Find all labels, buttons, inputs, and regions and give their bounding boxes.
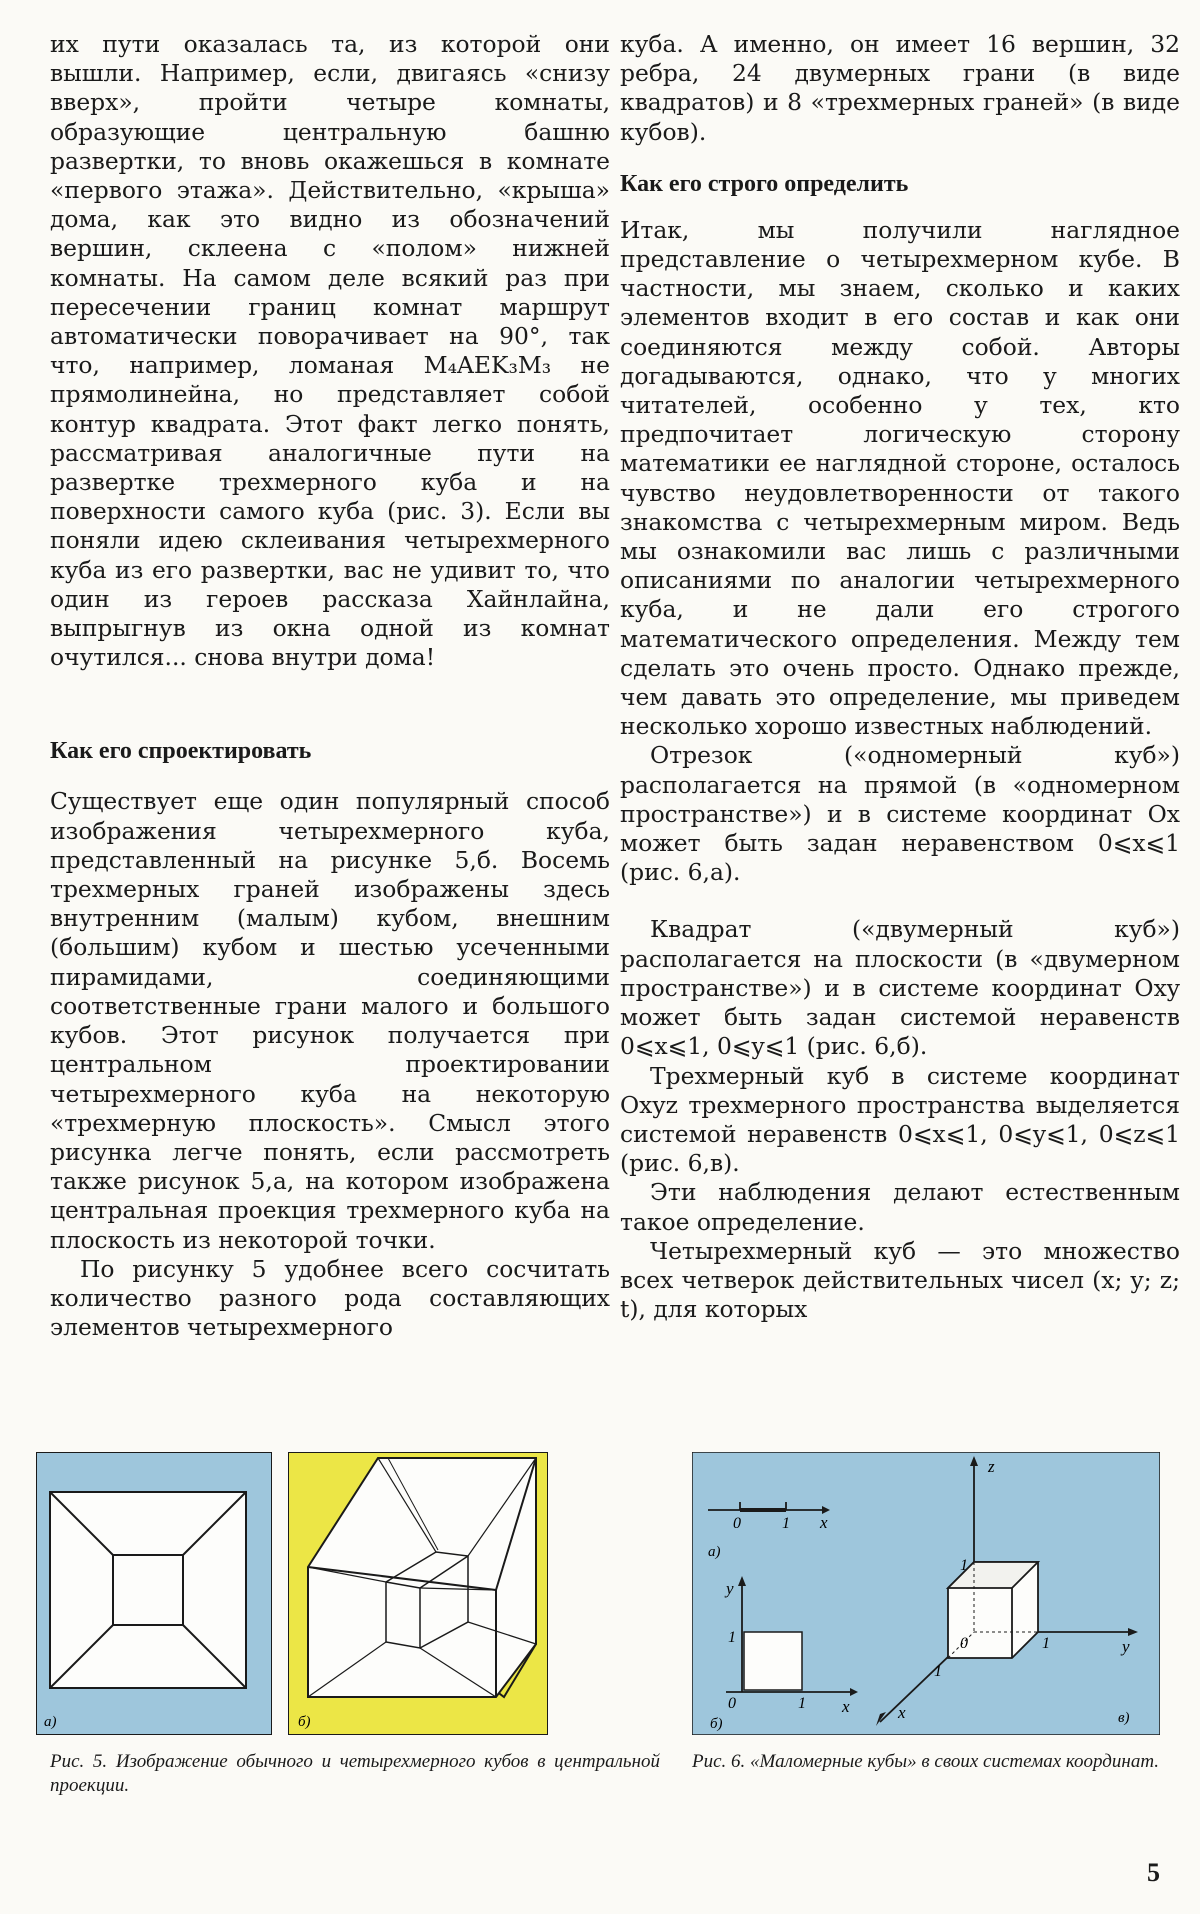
- right-paragraph-4: Квадрат («двумерный куб») располагается на плоскости (в «двумерном пространстве») и в системе координат Oxy может быть задан системой неравенств 0⩽x⩽1, 0⩽y⩽1 (рис. 6,б).: [620, 915, 1180, 1061]
- fig6b-tick-y1: 1: [728, 1629, 736, 1646]
- fig6c-tick-0: 0: [960, 1635, 968, 1652]
- fig6b-axis-y: y: [726, 1579, 734, 1598]
- fig6b-tick-0: 0: [728, 1695, 736, 1712]
- left-paragraph-2: Существует еще один популярный способ изображения четырехмерного куба, представленный на рисунке 5,б. Восемь трехмерных граней изображены здесь внутренним (малым) кубом, внешним (большим) кубом и шестью усеченными пирамидами, соединяющими соответственные грани малого и большого кубов. Этот рисунок получается при центральном проектировании четырехмерного куба на некоторую «трехмерную плоскость». Смысл этого рисунка легче понять, если рассмотреть также рисунок 5,а, на котором изображена центральная проекция трехмерного куба на плоскость из некоторой точки.: [50, 787, 610, 1254]
- fig6b-tick-x1: 1: [798, 1695, 806, 1712]
- fig6a-label: а): [708, 1544, 721, 1560]
- fig6c-axis-y: y: [1122, 1637, 1130, 1656]
- fig6c-label: в): [1118, 1710, 1130, 1726]
- fig6a-tick-1: 1: [782, 1515, 790, 1532]
- page-number: 5: [1147, 1858, 1160, 1887]
- figure-5b-label: б): [298, 1714, 311, 1730]
- heading-projection: Как его спроектировать: [50, 738, 312, 765]
- right-column: [620, 30, 1180, 1324]
- figure-6-caption: Рис. 6. «Маломерные кубы» в своих системах координат.: [692, 1751, 1160, 1772]
- right-paragraph-6: Эти наблюдения делают естественным такое определение.: [620, 1178, 1180, 1236]
- fig6c-axis-z: z: [988, 1457, 995, 1476]
- right-paragraph-1: куба. А именно, он имеет 16 вершин, 32 ребра, 24 двумерных грани (в виде квадратов) и 8 «трехмерных граней» (в виде кубов).: [620, 30, 1180, 146]
- right-paragraph-2: Итак, мы получили наглядное представление о четырехмерном кубе. В частности, мы знаем, сколько и каких элементов входит в его состав и как они соединяются между собой. Авторы догадываются, однако, что у многих читателей, особенно у тех, кто предпочитает логическую сторону математики ее наглядной стороне, осталось чувство неудовлетворенности от такого знакомства с четырехмерным миром. Ведь мы ознакомили вас лишь с различными описаниями по аналогии четырехмерного куба, и не дали его строгого математического определения. Между тем сделать это очень просто. Однако прежде, чем давать это определение, мы приведем несколько хорошо известных наблюдений.: [620, 215, 1180, 741]
- fig6b-label: б): [710, 1716, 723, 1732]
- left-column: [50, 30, 610, 1342]
- fig6c-tick-x1: 1: [934, 1663, 942, 1680]
- heading-definition: Как его строго определить: [620, 170, 909, 197]
- fig6b-axis-x: x: [842, 1697, 850, 1716]
- fig6a-tick-0: 0: [733, 1515, 741, 1532]
- fig6c-tick-y1: 1: [1042, 1635, 1050, 1652]
- figure-6: [692, 1452, 1160, 1735]
- fig6c-tick-z1: 1: [960, 1557, 968, 1574]
- fig6a-axis-x: x: [820, 1513, 828, 1532]
- figure-5a-label: а): [44, 1714, 57, 1730]
- figure-5a: [36, 1452, 272, 1735]
- left-paragraph-1: их пути оказалась та, из которой они вышли. Например, если, двигаясь «снизу вверх», пройти четыре комнаты, образующие центральную башню развертки, то вновь окажешься в комнате «первого этажа». Действительно, «крыша» дома, как это видно из обозначений вершин, склеена с «полом» нижней комнаты. На самом деле всякий раз при пересечении границ комнат маршрут автоматически поворачивает на 90°, так что, например, ломаная M₄AEK₃M₃ не прямолинейна, но представляет собой контур квадрата. Этот факт легко понять, рассматривая аналогичные пути на развертке трехмерного куба и на поверхности самого куба (рис. 3). Если вы поняли идею склеивания четырехмерного куба из его развертки, вас не удивит то, что один из героев рассказа Хайнлайна, выпрыгнув из окна одной из комнат очутился... снова внутри дома!: [50, 30, 610, 672]
- fig6c-axis-x: x: [898, 1703, 906, 1722]
- right-paragraph-3: Отрезок («одномерный куб») располагается на прямой (в «одномерном пространстве») и в системе координат Ox может быть задан неравенством 0⩽x⩽1 (рис. 6,а).: [620, 741, 1180, 887]
- right-paragraph-5: Трехмерный куб в системе координат Oxyz трехмерного пространства выделяется системой неравенств 0⩽x⩽1, 0⩽y⩽1, 0⩽z⩽1 (рис. 6,в).: [620, 1061, 1180, 1178]
- figure-5b: [288, 1452, 548, 1735]
- left-paragraph-3: По рисунку 5 удобнее всего сосчитать количество разного рода составляющих элементов четырехмерного: [50, 1254, 610, 1342]
- right-paragraph-7: Четырехмерный куб — это множество всех четверок действительных чисел (x; y; z; t), для которых: [620, 1236, 1180, 1324]
- figure-5-caption: Рис. 5. Изображение обычного и четырехмерного кубов в центральной проекции.: [50, 1751, 660, 1796]
